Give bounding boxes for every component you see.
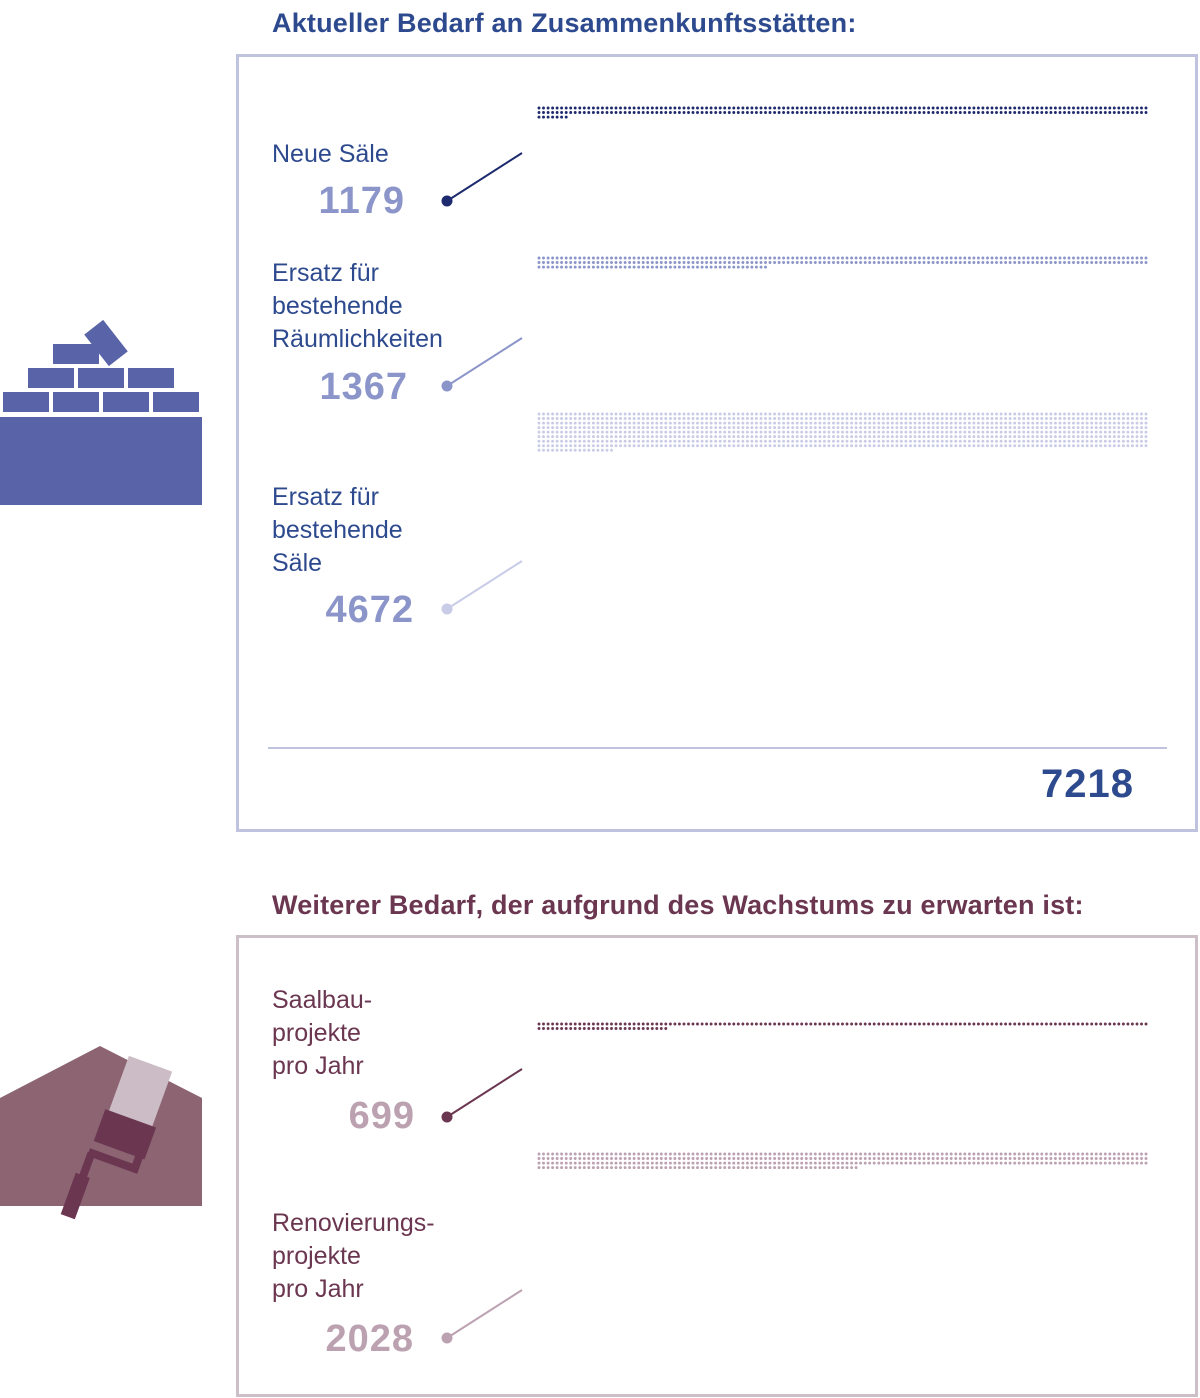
row-label-line: Ersatz für xyxy=(272,259,379,287)
total-value: 7218 xyxy=(1041,762,1134,806)
row-label-line: bestehende xyxy=(272,292,403,320)
row-label-line: pro Jahr xyxy=(272,1275,364,1303)
row-label-line: Ersatz für xyxy=(272,483,379,511)
connector-dot xyxy=(442,196,453,207)
row-value-ersatz-saele: 4672 xyxy=(325,589,414,631)
connector-line xyxy=(447,153,522,201)
row-label-line: Neue Säle xyxy=(272,140,389,168)
connector-dot xyxy=(442,381,453,392)
brick-wall-icon xyxy=(0,316,205,508)
row-label-line: pro Jahr xyxy=(272,1052,364,1080)
row-label-line: Renovierungs- xyxy=(272,1209,435,1237)
dot-bar-1-0 xyxy=(538,1023,1148,1030)
paint-roller-icon xyxy=(0,1046,205,1236)
row-value-renovierungsprojekte: 2028 xyxy=(325,1318,414,1360)
dot-bar-0-1 xyxy=(538,257,1148,269)
dot-bar-0-0 xyxy=(538,107,1148,119)
dot-bar-1-1 xyxy=(538,1153,1148,1170)
row-value-saalbauprojekte: 699 xyxy=(348,1095,415,1137)
connector-dot xyxy=(442,1112,453,1123)
row-label-line: Säle xyxy=(272,549,323,577)
row-label-line: bestehende xyxy=(272,516,403,544)
row-label-line: projekte xyxy=(272,1242,361,1270)
section2-title: Weiterer Bedarf, der aufgrund des Wachstums zu erwarten ist: xyxy=(272,890,1084,920)
connector-line xyxy=(447,561,522,609)
connector-line xyxy=(447,1290,522,1338)
connector-line xyxy=(447,1069,522,1117)
connector-line xyxy=(447,338,522,386)
row-label-line: projekte xyxy=(272,1019,361,1047)
connector-dot xyxy=(442,604,453,615)
row-value-neue-saele: 1179 xyxy=(318,180,405,222)
section1-title: Aktueller Bedarf an Zusammenkunftsstätten: xyxy=(272,8,857,38)
connector-dot xyxy=(442,1333,453,1344)
row-label-line: Saalbau- xyxy=(272,986,373,1014)
row-value-ersatz-raeumlichkeiten: 1367 xyxy=(319,366,408,408)
row-label-line: Räumlichkeiten xyxy=(272,325,443,353)
dot-bar-0-2 xyxy=(538,413,1148,452)
